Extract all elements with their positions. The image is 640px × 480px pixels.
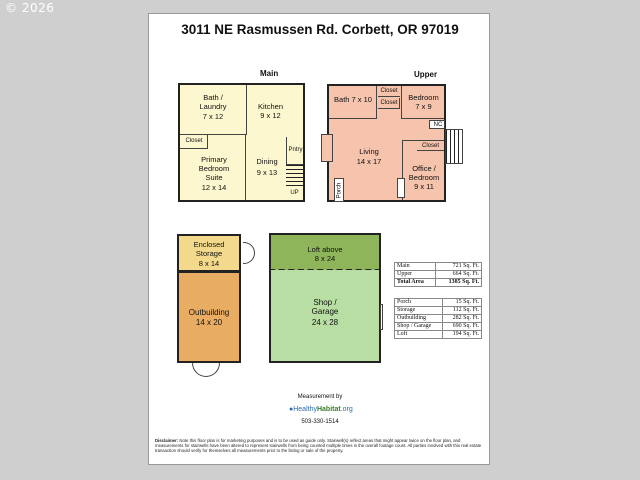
room-name: Bath / Laundry [199,93,227,111]
area-table-other [394,298,482,339]
area-label: Storage [395,307,443,315]
room-name: Bedroom [408,93,439,102]
room-bedroom [401,86,444,119]
stairs-main [286,165,303,189]
deck [397,178,405,198]
area-label: Main [395,263,436,271]
room-loft [269,233,381,271]
room-name: Pntry [288,147,303,153]
room-name-kitchen: Kitchen [257,102,284,111]
room-name [329,95,377,104]
room-name-living: Living [359,147,379,156]
room-name: Loft above [307,245,343,254]
room-name: Shop / Garage [311,298,339,316]
area-value: 15 Sq. Ft. [443,299,482,307]
area-value: 721 Sq. Ft. [436,263,482,271]
room-name-dining: Dining [256,157,278,166]
area-row [395,307,482,315]
area-value: 194 Sq. Ft. [443,331,482,339]
room-size-dining: 9 x 13 [256,168,278,177]
stairs-up-label: UP [290,190,299,196]
room-enclosed-storage [177,234,241,272]
area-value: 664 Sq. Ft. [436,271,482,279]
fireplace [321,134,333,162]
room-closet-main [180,135,208,149]
area-label: Upper [395,271,436,279]
room-name: Porch [336,182,343,199]
room-name: Enclosed Storage [193,240,225,258]
room-name: Closet [380,88,398,94]
side-door [243,242,255,264]
room-size: 14 x 20 [195,318,223,327]
area-row [395,279,482,287]
area-label: Shop / Garage [395,323,443,331]
area-row [395,323,482,331]
bath-name: Bath [334,95,350,104]
area-label: Porch [395,299,443,307]
floor-plan-sheet [148,13,490,465]
phone-number: 503-330-1514 [301,419,339,425]
bath-size: 7 x 10 [351,95,372,104]
garage-door [380,304,383,330]
page-title: 3011 NE Rasmussen Rd. Corbett, OR 97019 [181,22,459,37]
room-size-living: 14 x 17 [356,157,382,166]
area-row [395,263,482,271]
area-row [395,315,482,323]
area-row [395,331,482,339]
area-value: 690 Sq. Ft. [443,323,482,331]
area-value: 112 Sq. Ft. [443,307,482,315]
room-outbuilding [177,271,241,363]
measurement-label: Measurement by [297,394,343,400]
room-closet-upper-2 [378,98,400,109]
disclaimer-label: Disclaimer: [155,438,179,443]
room-bath-laundry [180,85,247,135]
room-name-office: Office / Bedroom [408,164,440,182]
logo-c: .org [340,406,353,413]
area-label: Total Area [395,279,436,287]
room-bath-upper [329,86,377,119]
area-value: 282 Sq. Ft. [443,315,482,323]
area-table-main [394,262,482,287]
disclaimer-text: Note this floor plan is for marketing purposes and is to be used as guide only. Stairwell(s) reflect areas that might appear twice on the floor plan, and measurements for stairwells have been altered to represent stairwells from being counted multiple times in the overall footage count. All parties involved with this real estate transaction should verify for themselves all measurements prior to the listing or sale of the property. [155,438,482,454]
room-name: Closet [380,100,398,106]
room-shop-garage [269,270,381,363]
room-pantry [286,137,303,165]
room-size: 7 x 9 [415,102,432,111]
double-door [192,363,220,377]
disclaimer [155,438,487,454]
room-size: 7 x 12 [202,112,224,121]
stairs-upper [445,129,463,164]
area-label: Loft [395,331,443,339]
area-value: 1385 Sq. Ft. [436,279,482,287]
room-name: Outbuilding [188,308,230,317]
room-size-kitchen: 9 x 12 [260,111,281,120]
room-name-primary: Primary Bedroom Suite [198,155,230,182]
floor-label-upper: Upper [414,70,438,79]
room-size: 24 x 28 [311,318,339,327]
area-row [395,299,482,307]
healthy-habitat-logo: ●HealthyHabitat.org [289,406,353,413]
room-name: Closet [421,143,439,149]
area-row [395,271,482,279]
logo-a: Healthy [293,406,317,413]
room-nc [429,120,445,129]
room-name: NC [433,122,443,128]
room-closet-upper-3 [417,142,444,151]
room-size: 8 x 24 [314,254,336,263]
copyright-watermark: © 2026 [5,1,55,15]
room-size-office: 9 x 11 [414,182,434,191]
area-label: Outbuilding [395,315,443,323]
floor-label-main: Main [260,69,279,78]
wall [402,140,444,141]
logo-b: Habitat [316,406,341,413]
stair-treads [446,130,462,163]
room-closet-upper-1 [378,86,400,97]
room-size: 8 x 14 [198,259,220,268]
room-size-primary: 12 x 14 [201,183,227,192]
room-name: Closet [185,138,203,144]
room-porch [334,178,344,202]
